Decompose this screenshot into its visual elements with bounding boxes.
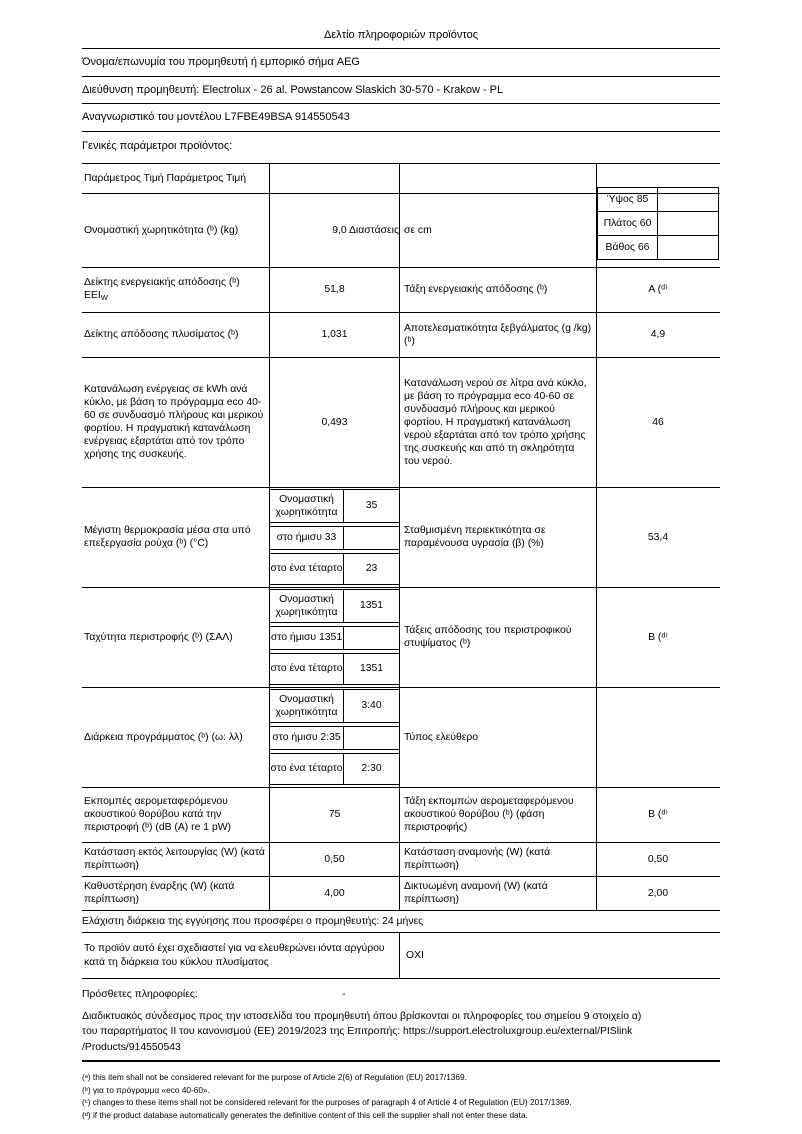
footnote-c: (ᶜ) changes to these items shall not be considered relevant for the purposes of paragraph 4 of Article 4 of Regulation (EU) 2017/1369. — [82, 1097, 572, 1108]
footnotes — [82, 1071, 720, 1122]
temperature-quarter-row: στο ένα τέταρτο 23 — [270, 553, 399, 585]
dimension-height-label: Ύψος 85 — [598, 188, 658, 211]
spin-subtable-cell — [270, 588, 400, 687]
energy-class-label: Τάξη ενεργειακής απόδοσης (ᵇ) — [400, 268, 597, 312]
supplier-url-text[interactable]: /Products/914550543 — [82, 1041, 181, 1053]
silver-ions-label: Το προϊόν αυτό έχει σχεδιαστεί για να ελευθερώνει ιόντα αργύρου κατά τη διάρκεια του κύκλου πλυσίματος — [82, 933, 400, 978]
table-header-cell — [400, 164, 597, 193]
table-header-label: Παράμετρος Τιμή Παράμετρος Τιμή — [82, 164, 270, 193]
doc-title: Δελτίο πληροφοριών προϊόντος — [82, 0, 720, 49]
water-consumption-value: 46 — [652, 416, 664, 428]
general-parameters-heading: Γενικές παράμετροι προϊόντος: — [82, 139, 233, 152]
table-header-cell — [270, 164, 400, 193]
row-programme-duration — [82, 688, 720, 788]
footnote-b: (ᵇ) για το πρόγραμμα «eco 40-60». — [82, 1084, 210, 1095]
warranty-line: Ελάχιστη διάρκεια της εγγύησης που προσφέρει ο προμηθευτής: 24 μήνες — [82, 911, 720, 934]
energy-class-value: A (ᵈ⁾ — [648, 284, 668, 295]
duration-quarter-row: στο ένα τέταρτο 2:30 — [270, 753, 399, 785]
row-noise — [82, 788, 720, 843]
row-delay-networked — [82, 877, 720, 911]
max-temperature-label: Μέγιστη θερμοκρασία μέσα στα υπό επεξεργασία ρούχα (ᵇ) (°C) — [82, 488, 270, 587]
eei-label: Δείκτης ενεργειακής απόδοσης (ᵇ) EEIW — [82, 268, 270, 312]
spin-quarter-row: στο ένα τέταρτο 1351 — [270, 653, 399, 685]
dimensions-subtable — [597, 187, 719, 260]
duration-half-row: στο ήμισυ 2:35 — [270, 726, 399, 750]
row-spin-speed — [82, 588, 720, 688]
dimensions-cell — [597, 194, 719, 267]
supplier-address-line: Διεύθυνση προμηθευτή: Electrolux - 26 al. Powstancow Slaskich 30-570 - Krakow - PL — [82, 77, 720, 105]
networked-standby-label: Δικτυωμένη αναμονή (W) (κατά περίπτωση) — [400, 877, 597, 910]
spin-half-row: στο ήμισυ 1351 — [270, 626, 399, 650]
noise-emission-value: 75 — [270, 788, 400, 842]
standby-value: 0,50 — [647, 853, 669, 865]
parameters-table — [82, 163, 720, 911]
off-mode-value: 0,50 — [270, 843, 400, 876]
residual-moisture-value: 53,4 — [647, 531, 669, 543]
dimensions-unit-label: σε cm — [400, 194, 597, 267]
noise-class-label: Τάξη εκπομπών αερομεταφερόμενου ακουστικού θορύβου (ᵇ) (φάση περιστροφής) — [400, 788, 597, 842]
dimension-width-label: Πλάτος 60 — [598, 212, 658, 235]
duration-rated-row: Ονομαστική χωρητικότητα 3:40 — [270, 689, 399, 723]
duration-subtable — [270, 688, 399, 787]
dimension-depth-label: Βάθος 66 — [598, 236, 658, 259]
dimension-height-row — [597, 187, 719, 212]
spin-class-value: B (ᵈ⁾ — [648, 631, 668, 643]
energy-consumption-label: Κατανάλωση ενέργειας σε kWh ανά κύκλο, με βάση το πρόγραμμα eco 40-60 σε συνδυασμό πλήρους και μερικού φορτίου. Η πραγματική κατανάλωση ενέργειας εξαρτάται από τον τρόπο χρήσης της συσκευής. — [82, 358, 270, 487]
supplier-url-text[interactable]: του παραρτήματος II του κανονισμού (ΕΕ) 2019/2023 της Επιτροπής: https://support.electroluxgroup.eu/external/PISlink — [82, 1026, 633, 1038]
eei-value: 51,8 — [270, 268, 400, 312]
row-washing-index — [82, 313, 720, 358]
row-temperature — [82, 488, 720, 588]
type-value-empty — [597, 688, 719, 787]
temperature-rated-row: Ονομαστική χωρητικότητα 35 — [270, 489, 399, 523]
dimension-depth-row — [597, 235, 719, 260]
noise-emission-label: Εκπομπές αερομεταφερόμενου ακουστικού θορύβου κατά την περιστροφή (ᵇ) (dB (A) re 1 pW) — [82, 788, 270, 842]
row-capacity-dimensions — [82, 194, 720, 268]
energy-consumption-value: 0,493 — [270, 358, 400, 487]
duration-subtable-cell — [270, 688, 400, 787]
washing-index-label: Δείκτης απόδοσης πλυσίματος (ᵇ) — [82, 313, 270, 357]
water-consumption-label: Κατανάλωση νερού σε λίτρα ανά κύκλο, με βάση το πρόγραμμα eco 40-60 σε συνδυασμό πλήρους και μερικού φορτίου. Η πραγματική κατανάλωση νερού εξαρτάται από τον τρόπο χρήσης της συσκευής και από τη σκληρότητα του νερού. — [400, 358, 597, 487]
networked-standby-value: 2,00 — [647, 887, 669, 899]
dimension-empty-cell — [658, 212, 718, 235]
temperature-subtable — [270, 488, 399, 587]
capacity-label: Ονομαστική χωρητικότητα (ᵇ) (kg) — [82, 194, 270, 267]
spin-subtable — [270, 588, 399, 687]
row-consumption — [82, 358, 720, 488]
type-label: Τύπος ελεύθερο — [400, 688, 597, 787]
pis-link-line-1: Διαδικτυακός σύνδεσμος προς την ιστοσελίδα του προμηθευτή όπου βρίσκονται οι πληροφορίες του σημείου 9 στοιχείο α) — [82, 1011, 642, 1022]
rinsing-effectiveness-value: 4,9 — [650, 329, 666, 340]
footnote-d: (ᵈ) if the product database automatically generates the definitive content of this cell the supplier shall not enter these data. — [82, 1110, 528, 1121]
programme-duration-label: Διάρκεια προγράμματος (ᵇ) (ω: λλ) — [82, 688, 270, 787]
dimension-empty-cell — [658, 236, 718, 259]
additional-information-row — [82, 989, 720, 1004]
temperature-subtable-cell — [270, 488, 400, 587]
noise-class-value: B (ᵈ⁾ — [648, 809, 668, 820]
delay-start-label: Καθυστέρηση έναρξης (W) (κατά περίπτωση) — [82, 877, 270, 910]
supplier-name-line: Όνομα/επωνυμία του προμηθευτή ή εμπορικό σήμα AEG — [82, 49, 720, 77]
dimension-empty-cell — [658, 188, 718, 211]
eei-subscript: W — [100, 292, 108, 302]
off-mode-label: Κατάσταση εκτός λειτουργίας (W) (κατά περίπτωση) — [82, 843, 270, 876]
silver-ions-value: ΟΧΙ — [406, 949, 424, 961]
delay-start-value: 4,00 — [270, 877, 400, 910]
footnotes-divider — [82, 1060, 720, 1062]
additional-information-label: Πρόσθετες πληροφορίες: — [82, 989, 198, 1000]
row-silver-ions — [82, 933, 720, 979]
model-identifier-line: Αναγνωριστικό του μοντέλου L7FBE49BSA 914550543 — [82, 104, 720, 132]
footnote-a: (ᵃ) this item shall not be considered relevant for the purpose of Article 2(6) of Regulation (EU) 2017/1369. — [82, 1071, 467, 1082]
residual-moisture-label: Σταθμισμένη περιεκτικότητα σε παραμένουσα υγρασία (β) (%) — [400, 488, 597, 587]
washing-index-value: 1,031 — [270, 313, 400, 357]
rinsing-effectiveness-label: Αποτελεσματικότητα ξεβγάλματος (g /kg) (ᵇ) — [400, 313, 597, 357]
spin-class-label: Τάξεις απόδοσης του περιστροφικού στυψίματος (ᵇ) — [400, 588, 597, 687]
row-off-standby — [82, 843, 720, 877]
capacity-value: 9,0 Διαστάσεις — [270, 194, 400, 267]
additional-information-value: - — [342, 989, 346, 1000]
pis-link-paragraph — [82, 1009, 720, 1055]
spin-speed-label: Ταχύτητα περιστροφής (ᵇ) (ΣΑΛ) — [82, 588, 270, 687]
row-energy-efficiency — [82, 268, 720, 313]
spin-rated-row: Ονομαστική χωρητικότητα 1351 — [270, 589, 399, 623]
dimension-width-row — [597, 211, 719, 236]
standby-label: Κατάσταση αναμονής (W) (κατά περίπτωση) — [400, 843, 597, 876]
temperature-half-row: στο ήμισυ 33 — [270, 526, 399, 550]
